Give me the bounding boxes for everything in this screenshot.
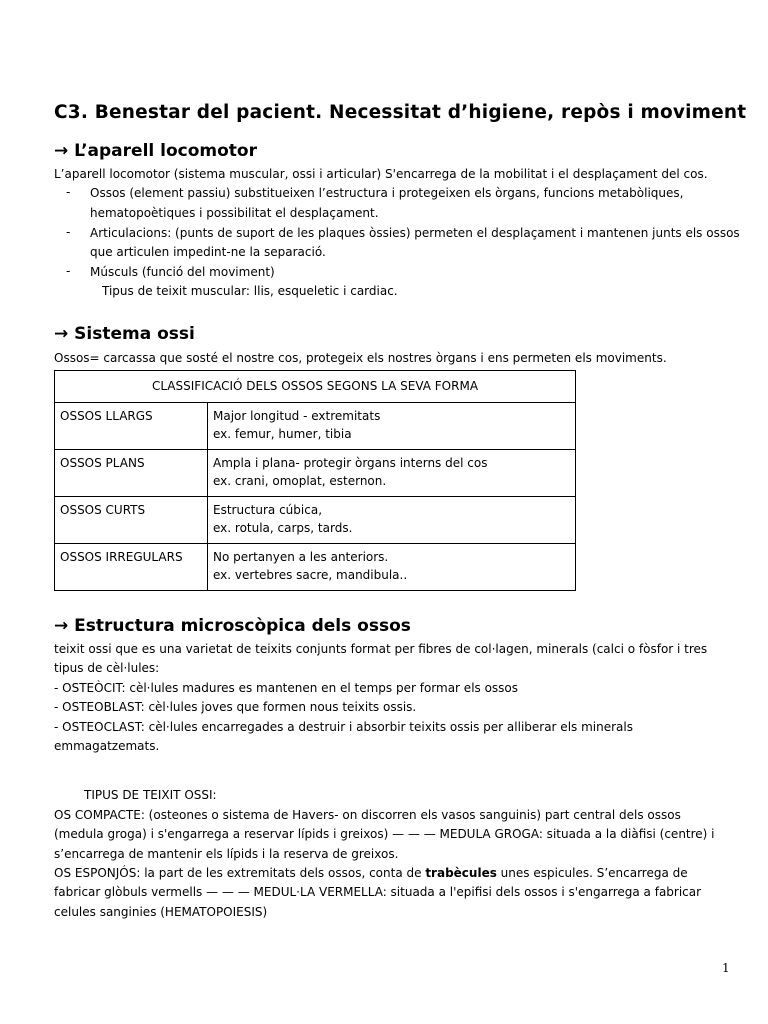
- osteoclast-line: - OSTEOCLAST: cèl·lules encarregades a destruir i absorbir teixits ossis per alliberar els minerals: [54, 720, 633, 734]
- os-esponjos-text: unes espicules. S’encarrega de: [496, 866, 688, 880]
- bone-type-cell: OSSOS LLARGS: [55, 403, 208, 450]
- bone-example-line: ex. vertebres sacre, mandibula..: [213, 568, 408, 582]
- bullet-ossos-line1: Ossos (element passiu) substitueixen l’estructura i protegeixen els òrgans, funcions metabòliques,: [90, 186, 684, 200]
- bone-classification-table: [54, 370, 576, 591]
- aparell-intro: L’aparell locomotor (sistema muscular, ossi i articular) S'encarrega de la mobilitat i el desplaçament del cos.: [54, 167, 708, 181]
- bone-desc-line: No pertanyen a les anteriors.: [213, 550, 389, 564]
- microscopica-line: tipus de cèl·lules:: [54, 661, 160, 675]
- table-row: [55, 497, 576, 544]
- osteocit-line: - OSTEÒCIT: cèl·lules madures es mantenen en el temps per formar els ossos: [54, 681, 519, 695]
- bullet-ossos-line2: hematopoètiques i possibilitat el desplaçament.: [90, 206, 379, 220]
- bullet-dash: -: [66, 225, 71, 239]
- bone-example-line: ex. femur, humer, tibia: [213, 427, 352, 441]
- os-esponjos-line: fabricar glòbuls vermells — — — MEDUL·LA VERMELLA: situada a l'epifisi dels ossos i s'engarrega a fabricar: [54, 885, 702, 899]
- osteoblast-line: - OSTEOBLAST: cèl·lules joves que formen nous teixits ossis.: [54, 700, 417, 714]
- os-compacte-line: (medula groga) i s'engarrega a reservar lípids i greixos) — — — MEDULA GROGA: situada a la diàfisi (centre) i: [54, 827, 715, 841]
- tipus-teixit-heading: TIPUS DE TEIXIT OSSI:: [84, 788, 217, 802]
- bone-example-line: ex. crani, omoplat, esternon.: [213, 474, 387, 488]
- bullet-muscles-line1: Músculs (funció del moviment): [90, 265, 275, 279]
- bone-example-line: ex. rotula, carps, tards.: [213, 521, 353, 535]
- bone-desc-line: Estructura cúbica,: [213, 503, 323, 517]
- bullet-muscles-line2: Tipus de teixit muscular: llis, esqueletic i cardiac.: [102, 284, 398, 298]
- section-heading-aparell-locomotor: → L’aparell locomotor: [54, 141, 257, 161]
- bullet-articulacions-line2: que articulen impedint-ne la separació.: [90, 245, 326, 259]
- os-compacte-line: OS COMPACTE: (osteones o sistema de Havers- on discorren els vasos sanguinis) part central dels ossos: [54, 808, 681, 822]
- osteoclast-line: emmagatzemats.: [54, 739, 160, 753]
- bone-desc-cell: [208, 497, 576, 544]
- os-esponjos-text: OS ESPONJÓS: la part de les extremitats dels ossos, conta de: [54, 866, 426, 880]
- table-header: CLASSIFICACIÓ DELS OSSOS SEGONS LA SEVA FORMA: [55, 371, 576, 403]
- sistema-ossi-intro: Ossos= carcassa que sosté el nostre cos, protegeix els nostres òrgans i ens permeten els moviments.: [54, 351, 667, 365]
- os-esponjos-line: celules sanginies (HEMATOPOIESIS): [54, 905, 268, 919]
- table-row: [55, 450, 576, 497]
- bone-desc-cell: [208, 403, 576, 450]
- bone-type-cell: OSSOS IRREGULARS: [55, 544, 208, 591]
- bullet-articulacions-line1: Articulacions: (punts de suport de les plaques òssies) permeten el desplaçament i mantenen junts els ossos: [90, 226, 740, 240]
- trabecules-term: trabècules: [425, 866, 497, 880]
- bone-type-cell: OSSOS PLANS: [55, 450, 208, 497]
- os-esponjos-line: [54, 864, 688, 884]
- bone-desc-line: Ampla i plana- protegir òrgans interns del cos: [213, 456, 488, 470]
- table-row: [55, 403, 576, 450]
- bone-desc-cell: [208, 450, 576, 497]
- bullet-dash: -: [66, 264, 71, 278]
- section-heading-estructura-microscopica: → Estructura microscòpica dels ossos: [54, 616, 411, 636]
- page-number: 1: [722, 961, 730, 975]
- bullet-dash: -: [66, 185, 71, 199]
- os-compacte-line: s’encarrega de mantenir els lípids i la reserva de greixos.: [54, 847, 399, 861]
- microscopica-line: teixit ossi que es una varietat de teixits conjunts format per fibres de col·lagen, minerals (calci o fòsfor i tres: [54, 642, 708, 656]
- page-title: C3. Benestar del pacient. Necessitat d’higiene, repòs i moviment: [54, 102, 747, 123]
- bone-desc-line: Major longitud - extremitats: [213, 409, 381, 423]
- bone-desc-cell: [208, 544, 576, 591]
- section-heading-sistema-ossi: → Sistema ossi: [54, 324, 195, 344]
- bone-type-cell: OSSOS CURTS: [55, 497, 208, 544]
- table-row: [55, 544, 576, 591]
